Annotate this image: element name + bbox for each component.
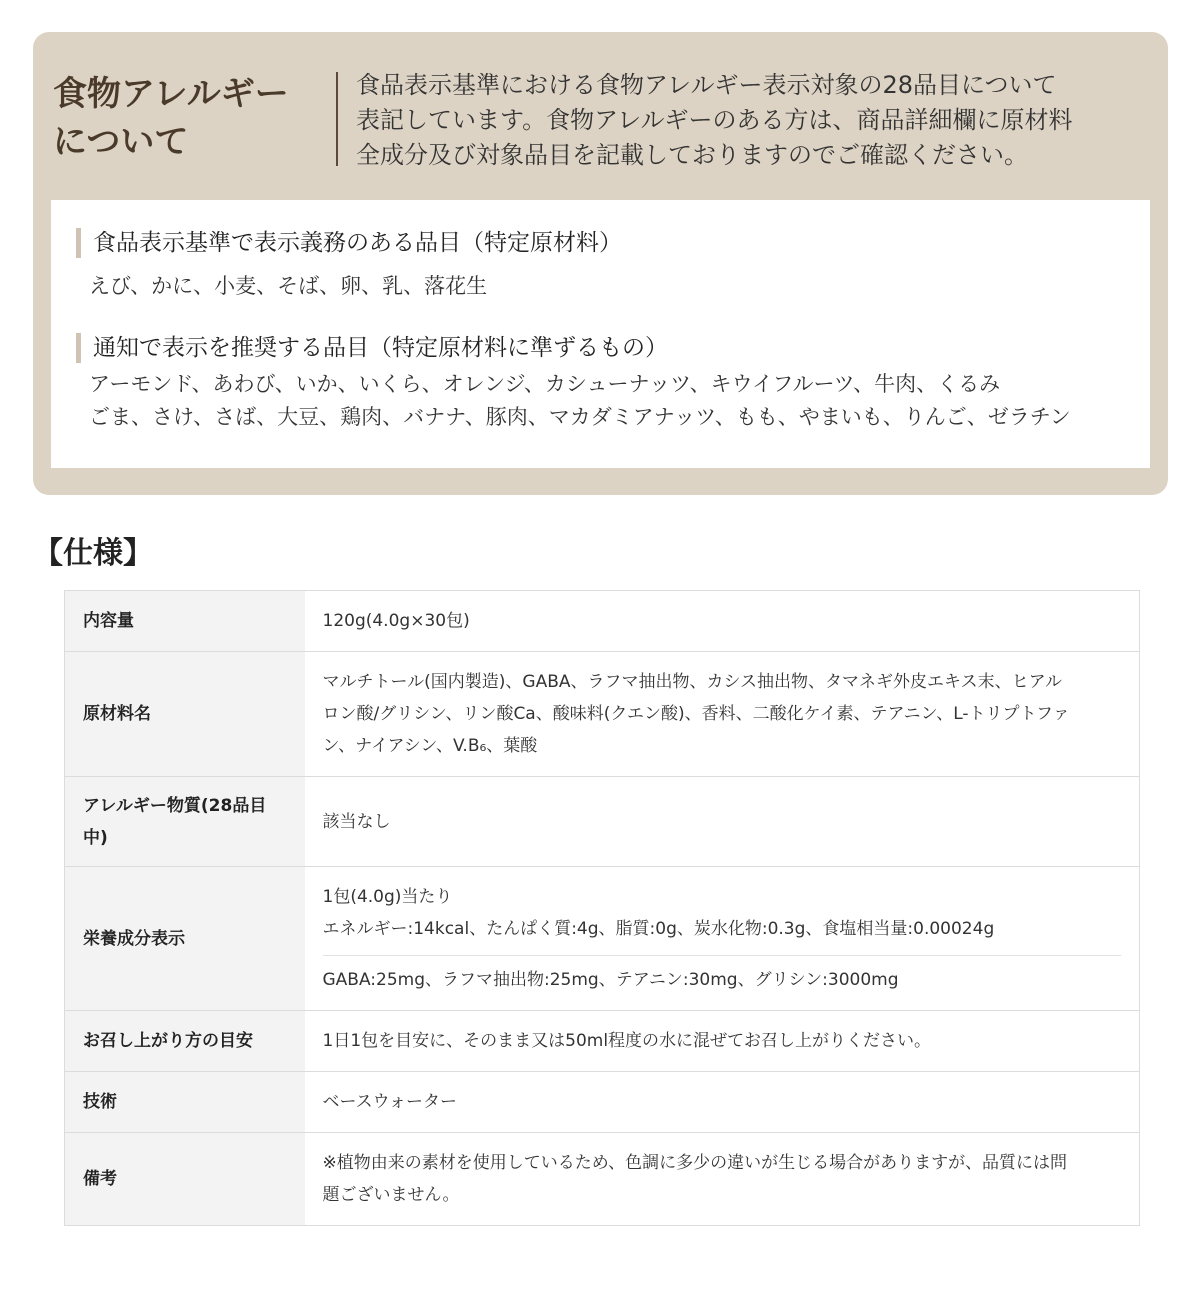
- spec-label: 栄養成分表示: [65, 867, 305, 1011]
- allergy-items-card: [51, 200, 1150, 468]
- nutrition-divider: [323, 955, 1122, 956]
- spec-value-line: ロン酸/グリシン、リン酸Ca、酸味料(クエン酸)、香料、二酸化ケイ素、テアニン、L-トリプトファ: [322, 704, 1070, 724]
- spec-label: お召し上がり方の目安: [65, 1011, 305, 1072]
- allergy-title-line2: について: [53, 122, 189, 162]
- allergy-header: [53, 68, 1153, 168]
- recommended-items-line2: ごま、さけ、さば、大豆、鶏肉、バナナ、豚肉、マカダミアナッツ、もも、やまいも、りんご、ゼラチン: [89, 405, 1071, 429]
- spec-title: 【仕様】: [33, 536, 153, 571]
- spec-value-line: ン、ナイアシン、V.B₆、葉酸: [322, 736, 538, 756]
- spec-table: [64, 590, 1140, 1226]
- spec-value: [305, 1133, 1140, 1226]
- spec-value-line: GABA:25mg、ラフマ抽出物:25mg、テアニン:30mg、グリシン:3000mg: [322, 970, 899, 990]
- allergy-divider: [336, 72, 338, 166]
- recommended-items-heading: 通知で表示を推奨する品目（特定原材料に準ずるもの）: [76, 333, 668, 363]
- table-row: [65, 1072, 1140, 1133]
- spec-value-line: 120g(4.0g×30包): [322, 611, 470, 631]
- allergy-desc-line1: 食品表示基準における食物アレルギー表示対象の28品目について: [356, 71, 1057, 99]
- spec-value: [305, 777, 1140, 867]
- spec-value-line: 1包(4.0g)当たり: [322, 887, 453, 907]
- spec-label: 備考: [65, 1133, 305, 1226]
- table-row: [65, 867, 1140, 1011]
- spec-value: [305, 1072, 1140, 1133]
- spec-value-line: マルチトール(国内製造)、GABA、ラフマ抽出物、カシス抽出物、タマネギ外皮エキス末、ヒアル: [322, 672, 1062, 692]
- allergy-title: [53, 70, 315, 166]
- table-row: [65, 652, 1140, 777]
- spec-label: 技術: [65, 1072, 305, 1133]
- spec-value: [305, 867, 1140, 1011]
- table-row: [65, 777, 1140, 867]
- spec-value-line: ※植物由来の素材を使用しているため、色調に多少の違いが生じる場合がありますが、品質には問: [322, 1153, 1068, 1173]
- spec-label: 原材料名: [65, 652, 305, 777]
- mandatory-items-list: えび、かに、小麦、そば、卵、乳、落花生: [89, 274, 488, 298]
- spec-value-line: 1日1包を目安に、そのまま又は50ml程度の水に混ぜてお召し上がりください。: [322, 1031, 932, 1051]
- spec-value-line: 該当なし: [322, 811, 391, 832]
- spec-label: アレルギー物質(28品目中): [65, 777, 305, 867]
- recommended-items-line1: アーモンド、あわび、いか、いくら、オレンジ、カシューナッツ、キウイフルーツ、牛肉、くるみ: [89, 372, 1001, 396]
- table-row: [65, 591, 1140, 652]
- spec-value-line: ベースウォーター: [322, 1092, 457, 1112]
- allergy-desc-line2: 表記しています。食物アレルギーのある方は、商品詳細欄に原材料: [356, 106, 1073, 134]
- spec-value: [305, 652, 1140, 777]
- mandatory-items-heading: 食品表示基準で表示義務のある品目（特定原材料）: [76, 228, 622, 258]
- spec-value-line: 題ございません。: [322, 1185, 460, 1205]
- allergy-desc-line3: 全成分及び対象品目を記載しておりますのでご確認ください。: [356, 141, 1028, 169]
- allergy-title-line1: 食物アレルギー: [53, 74, 289, 114]
- table-row: [65, 1133, 1140, 1226]
- spec-label: 内容量: [65, 591, 305, 652]
- spec-value: [305, 1011, 1140, 1072]
- spec-value: [305, 591, 1140, 652]
- table-row: [65, 1011, 1140, 1072]
- allergy-description: [356, 68, 1156, 173]
- food-allergy-panel: [33, 32, 1168, 495]
- spec-value-line: エネルギー:14kcal、たんぱく質:4g、脂質:0g、炭水化物:0.3g、食塩相当量:0.00024g: [322, 919, 995, 939]
